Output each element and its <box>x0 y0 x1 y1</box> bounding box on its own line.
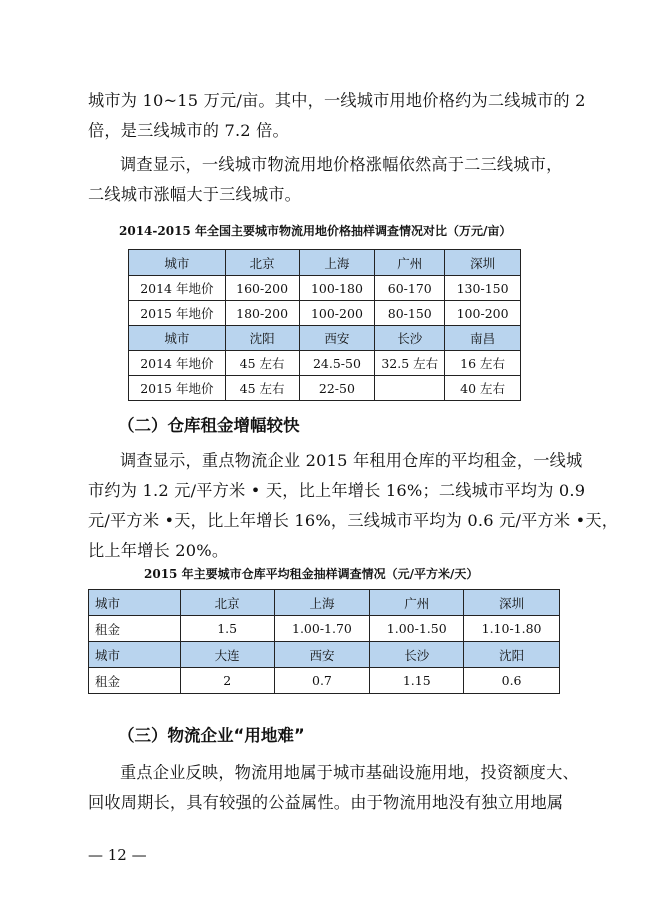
section-heading-3: （三）物流企业“用地难” <box>118 726 305 745</box>
table-header-row <box>89 590 560 616</box>
table-cell: 180-200 <box>225 301 299 326</box>
table-header-row <box>129 250 521 276</box>
page-number: — 12 — <box>88 846 147 864</box>
table-cell: 1.00-1.50 <box>370 616 464 642</box>
table-cell: 100-200 <box>299 301 375 326</box>
table-cell: 40 左右 <box>445 376 521 401</box>
table-row <box>129 376 521 401</box>
table-row <box>129 276 521 301</box>
row-label-cell: 2014 年地价 <box>129 276 226 301</box>
section-heading-2: （二）仓库租金增幅较快 <box>118 416 300 435</box>
text-line: 元/平方米 •天，比上年增长 16%，三线城市平均为 0.6 元/平方米 •天， <box>88 511 619 530</box>
table-cell: 0.6 <box>464 668 560 694</box>
header-cell: 上海 <box>299 250 375 276</box>
table-cell: 1.5 <box>180 616 274 642</box>
header-cell: 城市 <box>129 250 226 276</box>
paragraph-2 <box>88 150 568 210</box>
text-line: 调查显示，重点物流企业 2015 年租用仓库的平均租金，一线城 <box>120 451 583 470</box>
header-cell: 沈阳 <box>464 642 560 668</box>
row-label-cell: 租金 <box>89 616 181 642</box>
table-cell: 100-180 <box>299 276 375 301</box>
text-line: 二线城市涨幅大于三线城市。 <box>88 185 302 204</box>
header-cell: 沈阳 <box>225 326 299 351</box>
paragraph-3 <box>88 446 619 566</box>
land-price-table <box>128 249 521 401</box>
table-header-row <box>129 326 521 351</box>
header-cell: 长沙 <box>375 326 445 351</box>
table-cell: 32.5 左右 <box>375 351 445 376</box>
header-cell: 西安 <box>274 642 370 668</box>
header-cell: 深圳 <box>464 590 560 616</box>
header-cell: 北京 <box>180 590 274 616</box>
header-cell: 西安 <box>299 326 375 351</box>
table-cell: 130-150 <box>445 276 521 301</box>
text-line: 比上年增长 20%。 <box>88 541 229 560</box>
table-cell: 80-150 <box>375 301 445 326</box>
header-cell: 上海 <box>274 590 370 616</box>
row-label-cell: 租金 <box>89 668 181 694</box>
table-2-caption: 2015 年主要城市仓库平均租金抽样调查情况（元/平方米/天） <box>144 567 479 581</box>
table-cell <box>375 376 445 401</box>
text-line: 城市为 10~15 万元/亩。其中，一线城市用地价格约为二线城市的 2 <box>88 91 586 110</box>
text-line: 调查显示，一线城市物流用地价格涨幅依然高于二三线城市， <box>120 155 563 174</box>
table-cell: 2 <box>180 668 274 694</box>
header-cell: 北京 <box>225 250 299 276</box>
table-cell: 60-170 <box>375 276 445 301</box>
row-label-cell: 2015 年地价 <box>129 301 226 326</box>
text-line: 重点企业反映，物流用地属于城市基础设施用地，投资额度大、 <box>120 763 579 782</box>
header-cell: 广州 <box>370 590 464 616</box>
table-cell: 100-200 <box>445 301 521 326</box>
table-row <box>89 616 560 642</box>
table-cell: 1.15 <box>370 668 464 694</box>
table-cell: 45 左右 <box>225 351 299 376</box>
row-label-cell: 2015 年地价 <box>129 376 226 401</box>
table-1-caption: 2014-2015 年全国主要城市物流用地价格抽样调查情况对比（万元/亩） <box>119 224 512 238</box>
table-cell: 22-50 <box>299 376 375 401</box>
text-line: 回收周期长，具有较强的公益属性。由于物流用地没有独立用地属 <box>88 793 564 812</box>
table-cell: 160-200 <box>225 276 299 301</box>
table-row <box>129 301 521 326</box>
table-cell: 1.00-1.70 <box>274 616 370 642</box>
table-cell: 0.7 <box>274 668 370 694</box>
header-cell: 长沙 <box>370 642 464 668</box>
text-line: 市约为 1.2 元/平方米 • 天，比上年增长 16%；二线城市平均为 0.9 <box>88 481 586 500</box>
header-cell: 深圳 <box>445 250 521 276</box>
header-cell: 城市 <box>129 326 226 351</box>
header-cell: 广州 <box>375 250 445 276</box>
row-label-cell: 2014 年地价 <box>129 351 226 376</box>
paragraph-4 <box>88 758 579 818</box>
paragraph-1 <box>88 86 586 146</box>
header-cell: 城市 <box>89 590 181 616</box>
table-cell: 45 左右 <box>225 376 299 401</box>
header-cell: 大连 <box>180 642 274 668</box>
table-cell: 24.5-50 <box>299 351 375 376</box>
header-cell: 城市 <box>89 642 181 668</box>
table-cell: 1.10-1.80 <box>464 616 560 642</box>
table-row <box>129 351 521 376</box>
header-cell: 南昌 <box>445 326 521 351</box>
text-line: 倍，是三线城市的 7.2 倍。 <box>88 121 289 140</box>
table-header-row <box>89 642 560 668</box>
table-cell: 16 左右 <box>445 351 521 376</box>
table-row <box>89 668 560 694</box>
warehouse-rent-table <box>88 589 560 694</box>
